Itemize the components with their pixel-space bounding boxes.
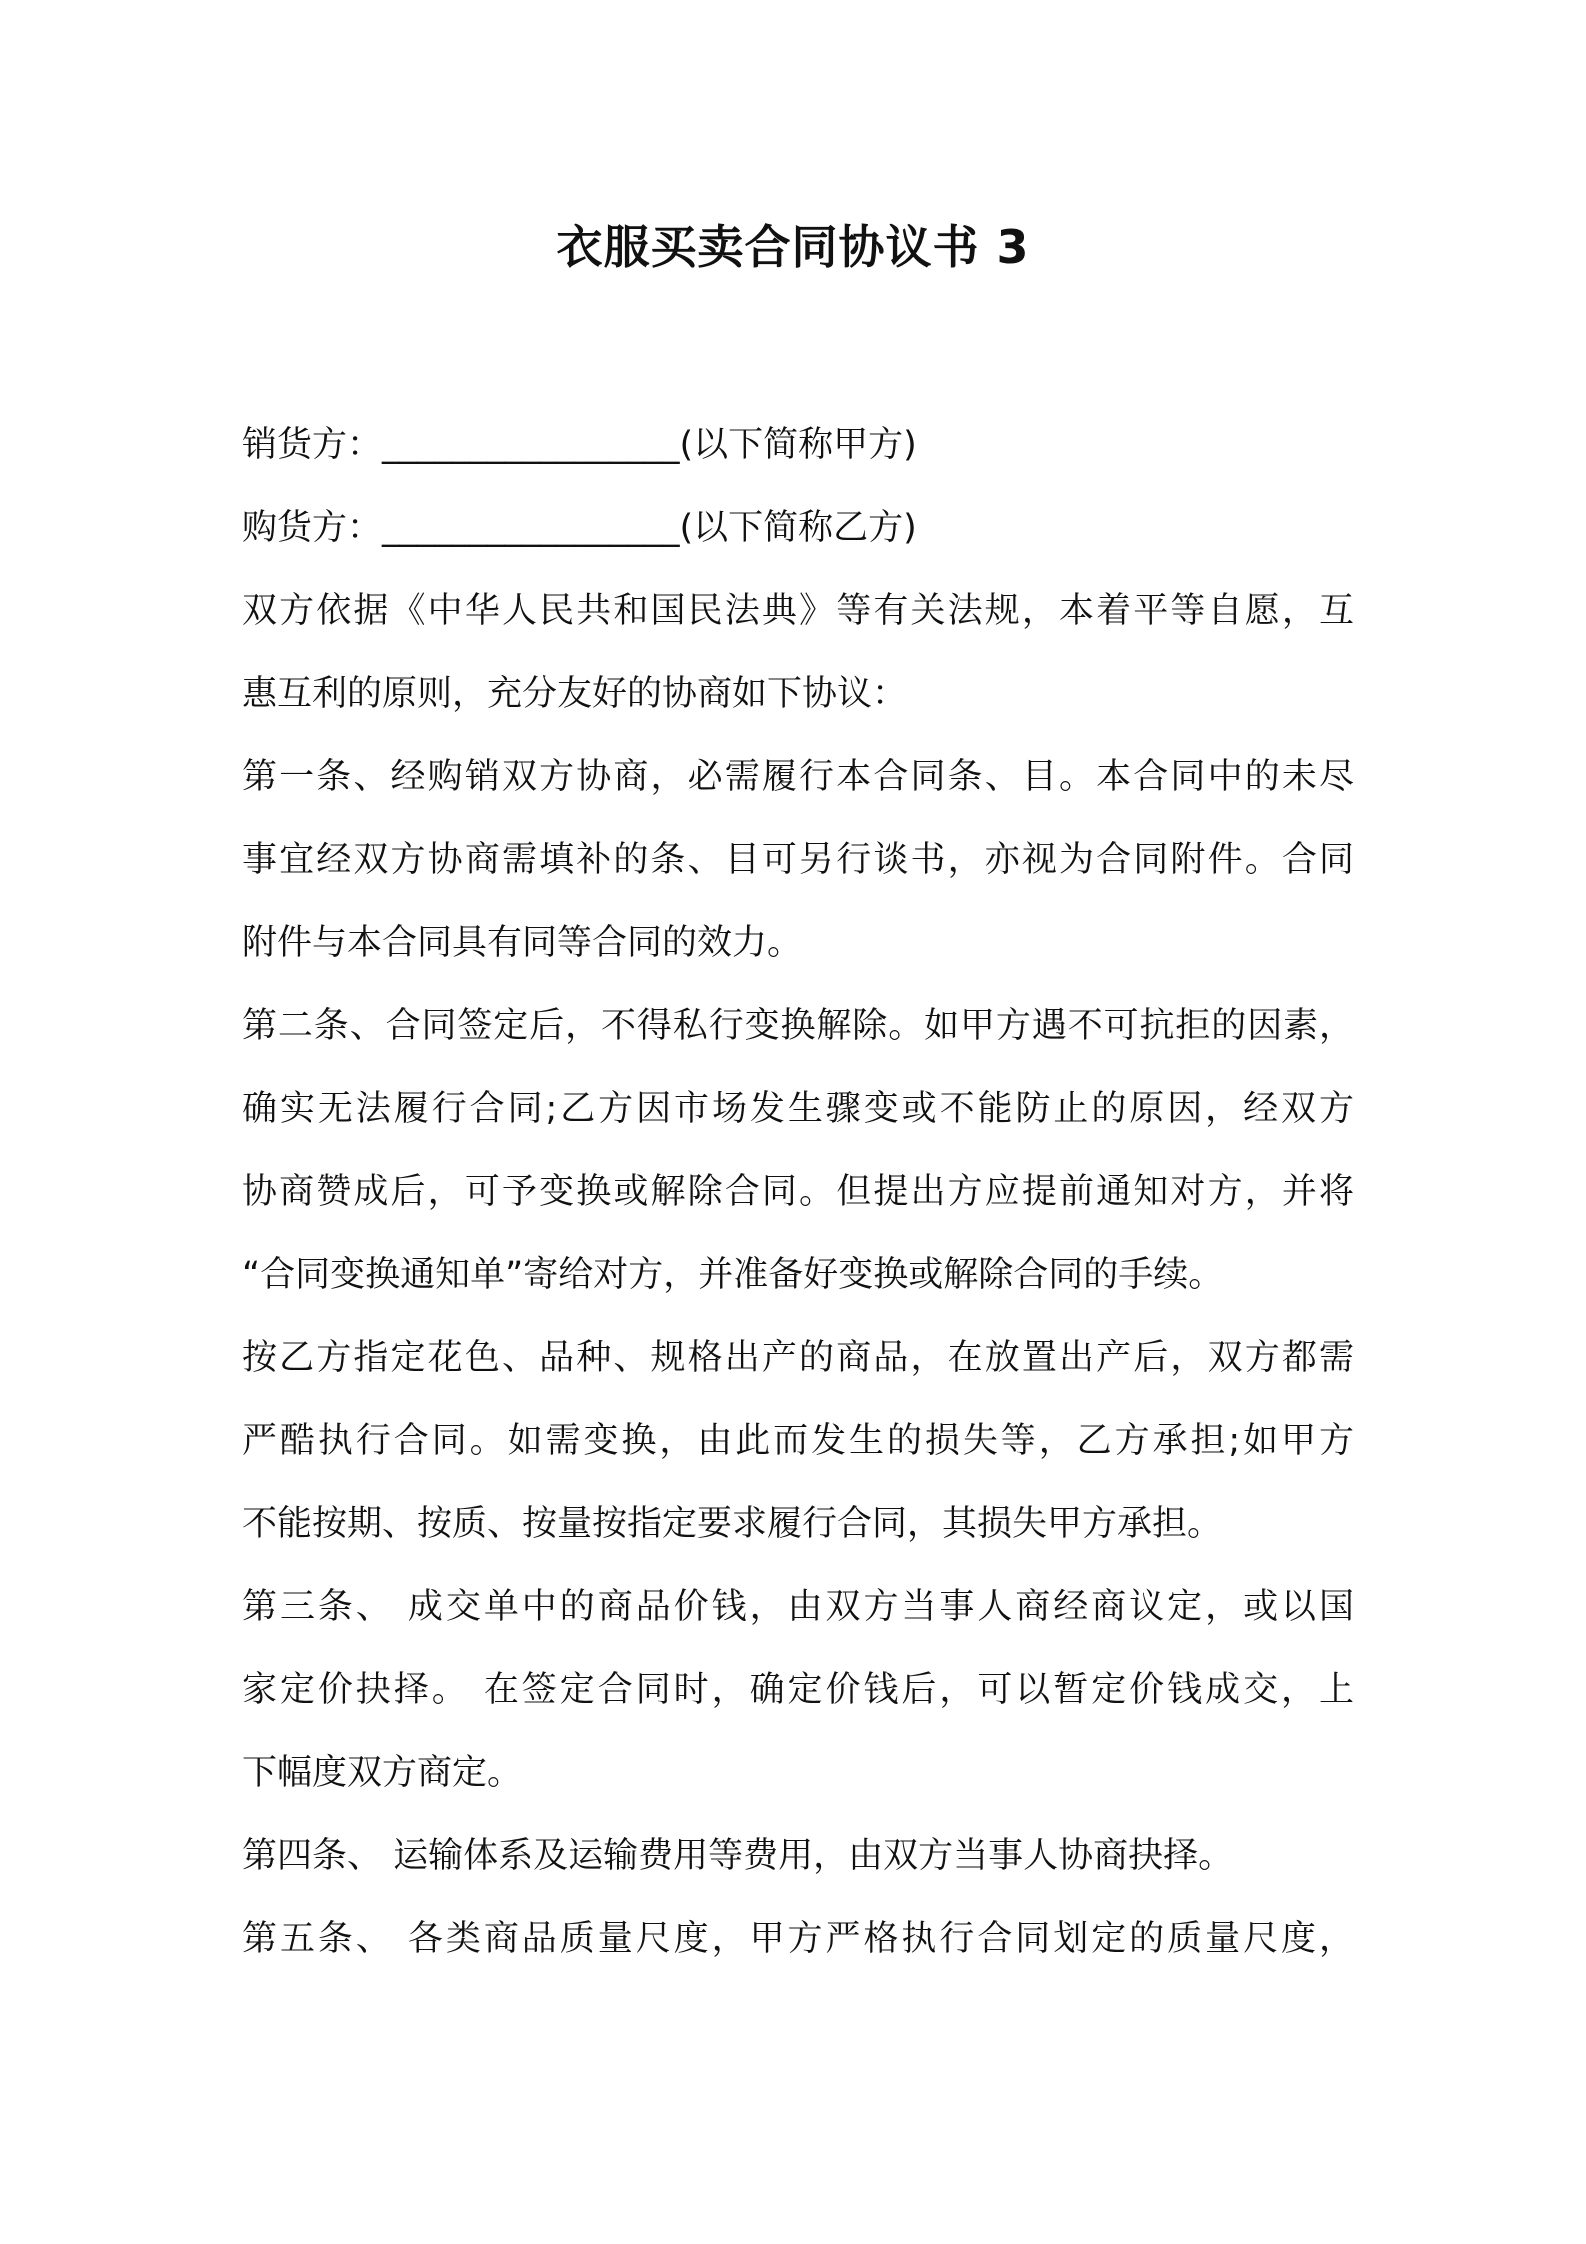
seller-line: 销货方：_________________(以下简称甲方) [242,425,917,465]
paragraph-line: 确实无法履行合同;乙方因市场发生骤变或不能防止的原因，经双方 [242,1089,1354,1129]
document-title: 衣服买卖合同协议书 3 [556,220,1030,274]
paragraph-line: 按乙方指定花色、品种、规格出产的商品，在放置出产后，双方都需 [242,1338,1354,1378]
paragraph-line: 惠互利的原则，充分友好的协商如下协议： [242,674,908,714]
paragraph-line: 协商赞成后，可予变换或解除合同。但提出方应提前通知对方，并将 [242,1172,1354,1212]
paragraph-line: 附件与本合同具有同等合同的效力。 [242,923,803,963]
paragraph-line: 第二条、合同签定后，不得私行变换解除。如甲方遇不可抗拒的因素， [242,1006,1354,1046]
paragraph-line: 家定价抉择。 在签定合同时，确定价钱后，可以暂定价钱成交，上 [242,1670,1354,1710]
paragraph-line: 严酷执行合同。如需变换，由此而发生的损失等，乙方承担;如甲方 [242,1421,1354,1461]
paragraph-line: 事宜经双方协商需填补的条、目可另行谈书，亦视为合同附件。合同 [242,840,1354,880]
buyer-line: 购货方：_________________(以下简称乙方) [242,508,917,548]
paragraph-line: 不能按期、按质、按量按指定要求履行合同，其损失甲方承担。 [242,1504,1223,1544]
paragraph-line: 第四条、 运输体系及运输费用等费用，由双方当事人协商抉择。 [242,1836,1234,1876]
paragraph-line: 双方依据《中华人民共和国民法典》等有关法规，本着平等自愿，互 [242,591,1354,631]
paragraph-line: 第三条、 成交单中的商品价钱，由双方当事人商经商议定，或以国 [242,1587,1354,1627]
paragraph-line: 第五条、 各类商品质量尺度，甲方严格执行合同划定的质量尺度， [242,1919,1354,1959]
document-body [242,404,1354,1981]
paragraph-line: 下幅度双方商定。 [242,1753,523,1793]
paragraph-line: “合同变换通知单”寄给对方，并准备好变换或解除合同的手续。 [242,1255,1224,1295]
paragraph-line: 第一条、经购销双方协商，必需履行本合同条、目。本合同中的未尽 [242,757,1354,797]
